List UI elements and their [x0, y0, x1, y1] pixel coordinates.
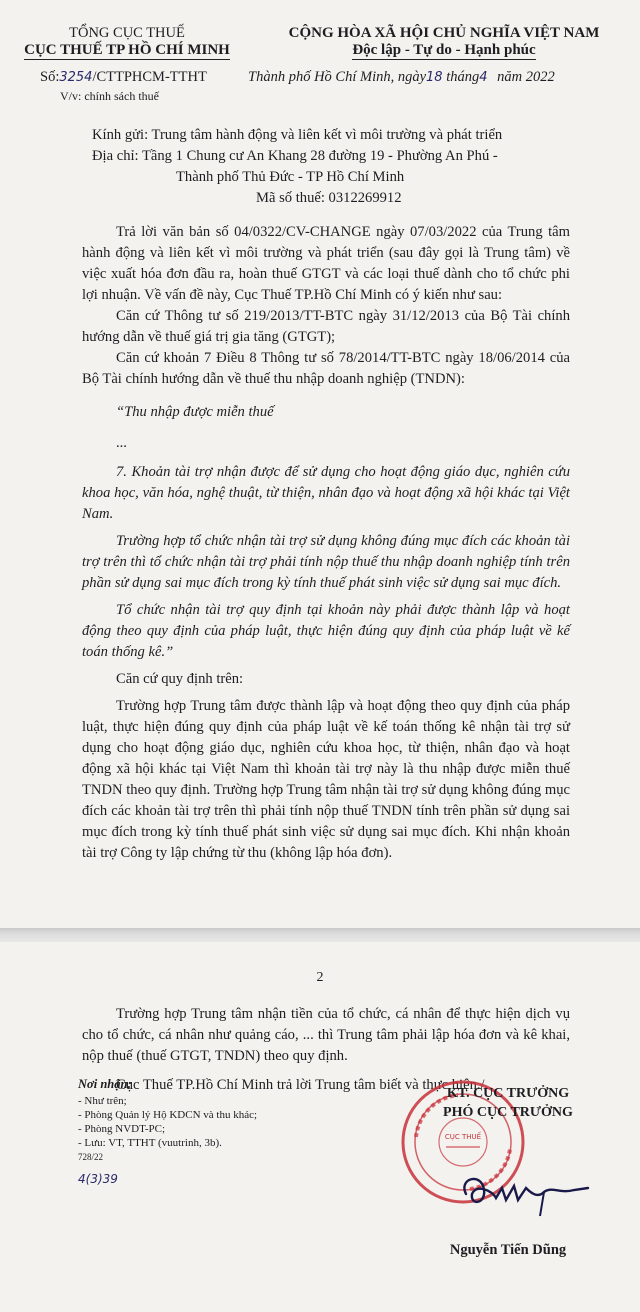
page-gap	[0, 928, 640, 942]
quote-requirement: Tổ chức nhận tài trợ quy định tại khoản này phải được thành lập và hoạt động theo quy định của pháp luật, thực hiện đúng quy định của pháp luật về kế toán thống kê.”	[82, 602, 570, 660]
quote-ellipsis: ...	[116, 435, 127, 451]
handwritten-note: 4(3)39	[78, 1172, 118, 1186]
signature-line-2: PHÓ CỤC TRƯỞNG	[443, 1105, 573, 1120]
doc-number-suffix: /CTTPHCM-TTHT	[92, 69, 207, 85]
recipient-address-1: Địa chỉ: Tầng 1 Chung cư An Khang 28 đường 19 - Phường An Phú -	[92, 148, 498, 164]
recipient-to: Kính gửi: Trung tâm hành động và liên kết vì môi trường và phát triển	[92, 127, 503, 143]
recipient-item: - Phòng NVDT-PC;	[78, 1123, 165, 1135]
recipient-item: - Lưu: VT, TTHT (vuutrinh, 3b).	[78, 1137, 222, 1149]
date-year: năm 2022	[497, 69, 555, 85]
page-number: 2	[316, 970, 324, 985]
signature-titles	[408, 1084, 608, 1122]
date-month: 4	[479, 70, 488, 85]
quote-heading: “Thu nhập được miễn thuế	[116, 404, 274, 420]
recipient-item: - Phòng Quản lý Hộ KDCN và thu khác;	[78, 1109, 258, 1121]
subject: V/v: chính sách thuế	[60, 89, 159, 103]
agency-parent: TỔNG CỤC THUẾ	[69, 25, 185, 41]
recipients-block	[78, 1077, 338, 1186]
date-day: 18	[426, 70, 443, 85]
doc-number-prefix: Số:	[40, 69, 60, 85]
recipients-code: 728/22	[78, 1152, 104, 1162]
recipients-title: Nơi nhận:	[78, 1077, 132, 1091]
paragraph-reply: Trả lời văn bản số 04/0322/CV-CHANGE ngày 07/03/2022 của Trung tâm hành động và liên kết vì môi trường và phát triển (sau đây gọi là Trung tâm) về việc xuất hóa đơn đầu ra, hoàn thuế GTGT và các loại thuế dành cho tổ chức phi lợi nhuận. Về vấn đề này, Cục Thuế TP.Hồ Chí Minh có ý kiến như sau:	[82, 224, 570, 303]
paragraph-closing: Cục Thuế TP.Hồ Chí Minh trả lời Trung tâm biết và thực hiện./.	[116, 1077, 489, 1093]
date-month-label: tháng	[446, 69, 480, 85]
paragraph-services: Trường hợp Trung tâm nhận tiền của tổ chức, cá nhân để thực hiện dịch vụ cho tổ chức, cá nhân như quảng cáo, ... thì Trung tâm phải lập hóa đơn và kê khai, nộp thuế (thuế GTGT, TNDN) theo quy định.	[82, 1006, 570, 1064]
recipient-block	[92, 125, 592, 209]
recipient-item: - Như trên;	[78, 1095, 127, 1107]
date-line	[248, 69, 555, 86]
quote-item-7: 7. Khoản tài trợ nhận được để sử dụng cho hoạt động giáo dục, nghiên cứu khoa học, văn hóa, nghệ thuật, từ thiện, nhân đạo và hoạt động xã hội khác tại Việt Nam.	[82, 464, 570, 522]
recipient-tax-code: Mã số thuế: 0312269912	[256, 190, 402, 206]
body-text	[82, 222, 570, 864]
paragraph-basis-2: Căn cứ khoản 7 Điều 8 Thông tư số 78/2014/TT-BTC ngày 18/06/2014 của Bộ Tài chính hướng dẫn về thuế thu nhập doanh nghiệp (TNDN):	[82, 350, 570, 387]
agency-name: CỤC THUẾ TP HỒ CHÍ MINH	[24, 42, 230, 58]
doc-number-handwritten: 3254	[59, 70, 93, 85]
quote-misuse: Trường hợp tổ chức nhận tài trợ sử dụng không đúng mục đích các khoản tài trợ trên thì tổ chức nhận tài trợ phải tính nộp thuế thu nhập doanh nghiệp tính trên phần sử dụng sai mục đích trong kỳ tính thuế phát sinh việc sử dụng sai mục đích.	[82, 533, 570, 591]
paragraph-basis-1: Căn cứ Thông tư số 219/2013/TT-BTC ngày 31/12/2013 của Bộ Tài chính hướng dẫn về thuế giá trị gia tăng (GTGT);	[82, 308, 570, 345]
nation-block	[248, 25, 640, 60]
stamp-text: CỤC THUẾ	[444, 1133, 482, 1141]
signature-line-1: KT. CỤC TRƯỞNG	[446, 1086, 570, 1101]
page-two	[0, 942, 640, 1312]
agency-block	[12, 25, 242, 60]
motto: Độc lập - Tự do - Hạnh phúc	[352, 42, 536, 58]
signature-scribble-icon	[448, 1164, 598, 1224]
date-prefix: Thành phố Hồ Chí Minh, ngày	[248, 69, 427, 85]
nation-title: CỘNG HÒA XÃ HỘI CHỦ NGHĨA VIỆT NAM	[288, 25, 600, 41]
signer-name: Nguyễn Tiến Dũng	[449, 1242, 567, 1258]
doc-number-line	[40, 69, 207, 86]
paragraph-answer: Trường hợp Trung tâm được thành lập và hoạt động theo quy định của pháp luật, thực hiện đúng quy định của pháp luật về kế toán thống kê nhận tài trợ sử dụng cho hoạt động giáo dục, nghiên cứu khoa học, từ thiện, nhân đạo và hoạt động xã hội khác tại Việt Nam thì khoản tài trợ này là thu nhập được miễn thuế TNDN theo quy định. Trường hợp Trung tâm nhận tài trợ sử dụng không đúng mục đích các khoản tài trợ trên thì phải tính nộp thuế TNDN tính trên phần sử dụng sai mục đích trong kỳ tính thuế phát sinh việc sử dụng sai mục đích. Khi nhận khoản tài trợ Công ty lập chứng từ thu (không lập hóa đơn).	[82, 698, 570, 861]
recipient-address-2: Thành phố Thủ Đức - TP Hồ Chí Minh	[176, 169, 405, 185]
paragraph-basis-conclusion: Căn cứ quy định trên:	[116, 671, 244, 687]
